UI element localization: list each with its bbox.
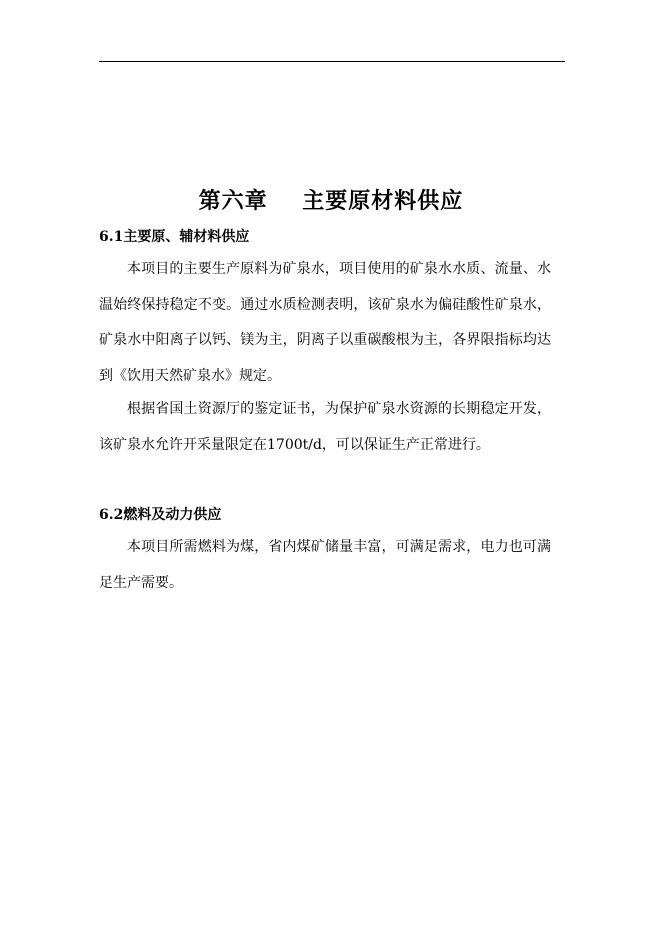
section-6-1-paragraph-2: 根据省国土资源厅的鉴定证书，为保护矿泉水资源的长期稳定开发，该矿泉水允许开采量限定在1700t/d，可以保证生产正常进行。: [99, 401, 551, 453]
section-6-1-paragraph-1: 本项目的主要生产原料为矿泉水，项目使用的矿泉水水质、流量、水温始终保持稳定不变。通过水质检测表明，该矿泉水为偏硅酸性矿泉水，矿泉水中阳离子以钙、镁为主，阴离子以重碳酸根为主，各界限指标均达到《饮用天然矿泉水》规定。: [99, 261, 551, 384]
section-heading-6-2: 6.2燃料及动力供应: [99, 507, 222, 523]
header-rule: [99, 61, 565, 62]
section-heading-6-1: 6.1主要原、辅材料供应: [99, 229, 250, 245]
chapter-title: 第六章 主要原材料供应: [198, 188, 464, 214]
section-6-2-paragraph-1: 本项目所需燃料为煤，省内煤矿储量丰富，可满足需求，电力也可满足生产需要。: [99, 539, 551, 591]
